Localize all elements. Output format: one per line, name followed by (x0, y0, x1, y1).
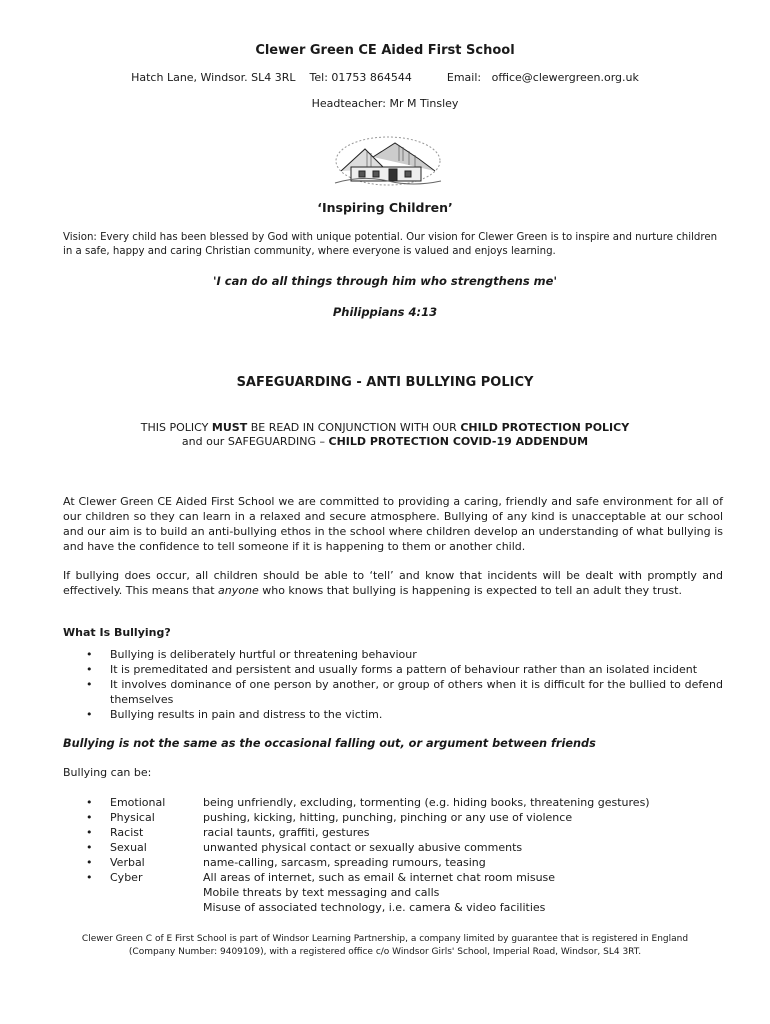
list-item: • It involves dominance of one person by another, or group of others when it is difficult for the bullied to defend themselves (63, 677, 723, 707)
school-name: Clewer Green CE Aided First School (255, 43, 515, 58)
type-name: • Sexual (110, 841, 147, 854)
bullying-types-intro: Bullying can be: (63, 766, 152, 779)
type-name: • Emotional (110, 796, 166, 809)
verse-reference: Philippians 4:13 (332, 305, 438, 319)
telephone: Tel: 01753 864544 (309, 71, 412, 84)
bullying-types-list (63, 795, 723, 885)
type-description: unwanted physical contact or sexually abusive comments (203, 841, 523, 854)
type-description: Misuse of associated technology, i.e. camera & video facilities (203, 901, 546, 914)
list-item (63, 825, 723, 840)
list-item (63, 855, 723, 870)
policy-title: SAFEGUARDING - ANTI BULLYING POLICY (236, 375, 534, 390)
intro-paragraph: At Clewer Green CE Aided First School we are committed to providing a caring, friendly and safe environment for all of our children so they can learn in a relaxed and secure atmosphere. Bullying of any kind is unacceptable at our school and our aim is to build an anti-bullying ethos in the school where children develop an understanding of what bullying is and have the confidence to tell someone if it is happening to them or another child. (63, 495, 723, 553)
section-heading-what-is-bullying: What Is Bullying? (63, 626, 171, 639)
policy-note (0, 421, 770, 449)
type-description: Mobile threats by text messaging and calls (203, 886, 440, 899)
email: Email: office@clewergreen.org.uk (446, 71, 639, 84)
type-description: pushing, kicking, hitting, punching, pinching or any use of violence (203, 811, 573, 824)
emphasis-statement: Bullying is not the same as the occasional falling out, or argument between friends (63, 737, 596, 750)
address: Hatch Lane, Windsor. SL4 3RL (131, 71, 296, 84)
what-is-bullying-list (63, 647, 723, 722)
list-item: • Bullying results in pain and distress to the victim. (63, 707, 723, 722)
bible-verse: 'I can do all things through him who strengthens me' (212, 274, 557, 288)
list-item (63, 810, 723, 825)
type-description: name-calling, sarcasm, spreading rumours, teasing (203, 856, 486, 869)
list-item (63, 795, 723, 810)
list-item: • Bullying is deliberately hurtful or threatening behaviour (63, 647, 723, 662)
policy-note-line-2: and our SAFEGUARDING – CHILD PROTECTION COVID-19 ADDENDUM (181, 435, 589, 448)
type-description: racial taunts, graffiti, gestures (203, 826, 370, 839)
footer-line-1: Clewer Green C of E First School is part of Windsor Learning Partnership, a company limited by guarantee that is registered in England (81, 934, 689, 944)
list-item (63, 840, 723, 855)
type-name: • Physical (110, 811, 155, 824)
school-building-logo (333, 131, 443, 187)
contact-line (0, 71, 770, 84)
reporting-paragraph: If bullying does occur, all children should be able to ‘tell’ and know that incidents will be dealt with promptly and effectively. This means that anyone who knows that bullying is happening is expected to tell an adult they trust. (63, 569, 723, 597)
list-item (63, 870, 723, 885)
list-item: • It is premeditated and persistent and usually forms a pattern of behaviour rather than an isolated incident (63, 662, 723, 677)
vision-statement: Vision: Every child has been blessed by God with unique potential. Our vision for Clewer Green is to inspire and nurture children in a safe, happy and caring Christian community, where everyone is valued and enjoys learning. (63, 232, 718, 257)
headteacher: Headteacher: Mr M Tinsley (311, 97, 459, 110)
type-name: • Racist (110, 826, 144, 839)
type-description: being unfriendly, excluding, tormenting (e.g. hiding books, threatening gestures) (203, 796, 650, 809)
type-description: All areas of internet, such as email & internet chat room misuse (203, 871, 556, 884)
footer-line-2: (Company Number: 9409109), with a registered office c/o Windsor Girls' School, Imperial Road, Windsor, SL4 3RT. (128, 947, 642, 957)
type-name: • Verbal (110, 856, 145, 869)
page-footer (0, 933, 770, 959)
policy-note-line-1: THIS POLICY MUST BE READ IN CONJUNCTION WITH OUR CHILD PROTECTION POLICY (140, 421, 630, 434)
type-name: • Cyber (110, 871, 143, 884)
school-motto: ‘Inspiring Children’ (317, 200, 453, 215)
cyber-continuation (203, 885, 545, 915)
